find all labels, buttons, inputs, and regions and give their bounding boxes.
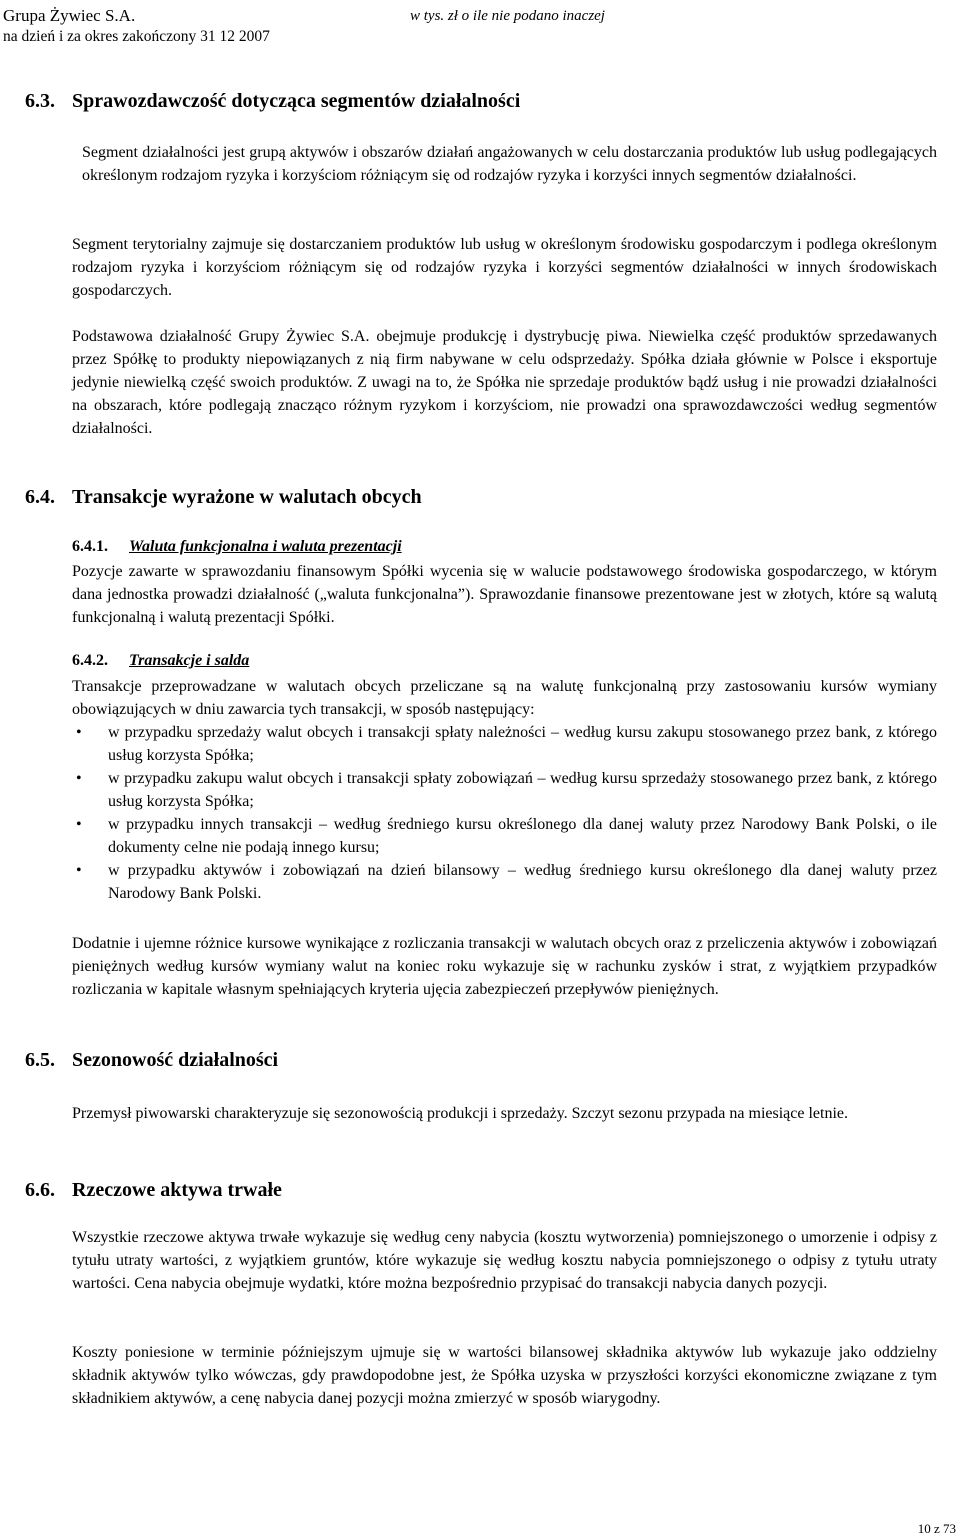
section-6-6-heading [25, 1179, 282, 1202]
header-company: Grupa Żywiec S.A. [3, 6, 136, 25]
header-period: na dzień i za okres zakończony 31 12 2007 [3, 28, 270, 45]
list-item: • w przypadku aktywów i zobowiązań na dzień bilansowy – według średniego kursu określonego dla danej waluty przez Narodowy Bank Polski. [72, 859, 937, 905]
section-number: 6.3. [25, 90, 55, 112]
section-title: Sprawozdawczość dotycząca segmentów działalności [72, 90, 521, 112]
paragraph-seasonality: Przemysł piwowarski charakteryzuje się sezonowością produkcji i sprzedaży. Szczyt sezonu przypada na miesiące letnie. [72, 1105, 848, 1122]
subsection-6-4-1-heading [72, 538, 402, 556]
subsection-title: Transakcje i salda [129, 652, 250, 669]
section-title: Rzeczowe aktywa trwałe [72, 1179, 282, 1201]
subsection-number: 6.4.1. [72, 538, 108, 555]
paragraph-functional-currency: Pozycje zawarte w sprawozdaniu finansowym Spółki wycenia się w walucie podstawowego środowiska gospodarczego, w którym dana jednostka prowadzi działalność („waluta funkcjonalna”). Sprawozdanie finansowe prezentowane jest w złotych, które są walutą funkcjonalną i walutą prezentacji Spółki. [72, 563, 937, 626]
paragraph-subsequent-costs: Koszty poniesione w terminie późniejszym ujmuje się w wartości bilansowej składnika aktywów lub wykazuje jako oddzielny składnik aktywów tylko wówczas, gdy prawdopodobne jest, że Spółka uzyska w przyszłości korzyści ekonomiczne związane z tym składnikiem aktywów, a cenę nabycia danej pozycji można zmierzyć w sposób wiarygodny. [72, 1344, 937, 1407]
section-title: Transakcje wyrażone w walutach obcych [72, 486, 422, 508]
header-units: w tys. zł o ile nie podano inaczej [410, 8, 605, 24]
section-6-5-heading [25, 1049, 278, 1072]
list-item: • w przypadku zakupu walut obcych i transakcji spłaty zobowiązań – według kursu sprzedaży stosowanego przez bank, z którego usług korzysta Spółka; [72, 767, 937, 813]
paragraph-segment-definition: Segment działalności jest grupą aktywów i obszarów działań angażowanych w celu dostarczania produktów lub usług podlegających określonym rodzajom ryzyka i korzyściom różniącym się od rodzajów ryzyka i korzyści innych segmentów działalności. [82, 144, 937, 184]
section-6-3-heading [25, 90, 520, 113]
section-number: 6.6. [25, 1179, 55, 1201]
bullet-icon: • [76, 724, 82, 741]
page-number: 10 z 73 [917, 1521, 956, 1536]
bullet-icon: • [76, 816, 82, 833]
subsection-number: 6.4.2. [72, 652, 108, 669]
list-item: • w przypadku sprzedaży walut obcych i transakcji spłaty należności – według kursu zakupu stosowanego przez bank, z którego usług korzysta Spółka; [72, 721, 937, 767]
section-number: 6.4. [25, 486, 55, 508]
bullet-icon: • [76, 770, 82, 787]
bullet-icon: • [76, 862, 82, 879]
section-number: 6.5. [25, 1049, 55, 1071]
paragraph-core-activity: Podstawowa działalność Grupy Żywiec S.A. obejmuje produkcję i dystrybucję piwa. Niewielka część produktów sprzedawanych przez Spółkę to produkty niepowiązanych z nią firm nabywane w celu odsprzedaży. Spółka działa głównie w Polsce i eksportuje jedynie niewielką część swoich produktów. Z uwagi na to, że Spółka nie sprzedaje produktów bądź usług i nie prowadzi działalności na obszarach, które podlegają znacząco różnym ryzykom i korzyściom, nie prowadzi ona sprawozdawczości według segmentów działalności. [72, 328, 937, 437]
paragraph-geographic-segment: Segment terytorialny zajmuje się dostarczaniem produktów lub usług w określonym środowisku gospodarczym i podlega określonym rodzajom ryzyka i korzyściom różniącym się od rodzajów ryzyka i korzyści segmentów działalności w innych środowiskach gospodarczych. [72, 236, 937, 299]
page-header [0, 4, 960, 48]
paragraph-exchange-differences: Dodatnie i ujemne różnice kursowe wynikające z rozliczania transakcji w walutach obcych oraz z przeliczenia aktywów i zobowiązań pieniężnych według kursów wymiany walut na koniec roku wykazuje się w rachunku zysków i strat, z wyjątkiem przypadków rozliczania w kapitale własnym spełniających kryteria ujęcia zabezpieczeń przepływów pieniężnych. [72, 935, 937, 998]
paragraph-fixed-assets-valuation: Wszystkie rzeczowe aktywa trwałe wykazuje się według ceny nabycia (kosztu wytworzenia) pomniejszonego o umorzenie i odpisy z tytułu utraty wartości, z wyjątkiem gruntów, które wykazuje się według kosztu nabycia pomniejszonego o odpisy z tytułu utraty wartości. Cena nabycia obejmuje wydatki, które można bezpośrednio przypisać do transakcji nabycia danych pozycji. [72, 1229, 937, 1292]
paragraph-transactions-intro: Transakcje przeprowadzane w walutach obcych przeliczane są na walutę funkcjonalną przy zastosowaniu kursów wymiany obowiązujących w dniu zawarcia tych transakcji, w sposób następujący: [72, 678, 937, 718]
subsection-6-4-2-heading [72, 652, 249, 670]
section-6-4-heading [25, 486, 422, 509]
subsection-title: Waluta funkcjonalna i waluta prezentacji [129, 538, 402, 555]
bullet-list-exchange-rates [72, 721, 937, 905]
section-title: Sezonowość działalności [72, 1049, 279, 1071]
list-item: • w przypadku innych transakcji – według średniego kursu określonego dla danej waluty przez Narodowy Bank Polski, o ile dokumenty celne nie podają innego kursu; [72, 813, 937, 859]
